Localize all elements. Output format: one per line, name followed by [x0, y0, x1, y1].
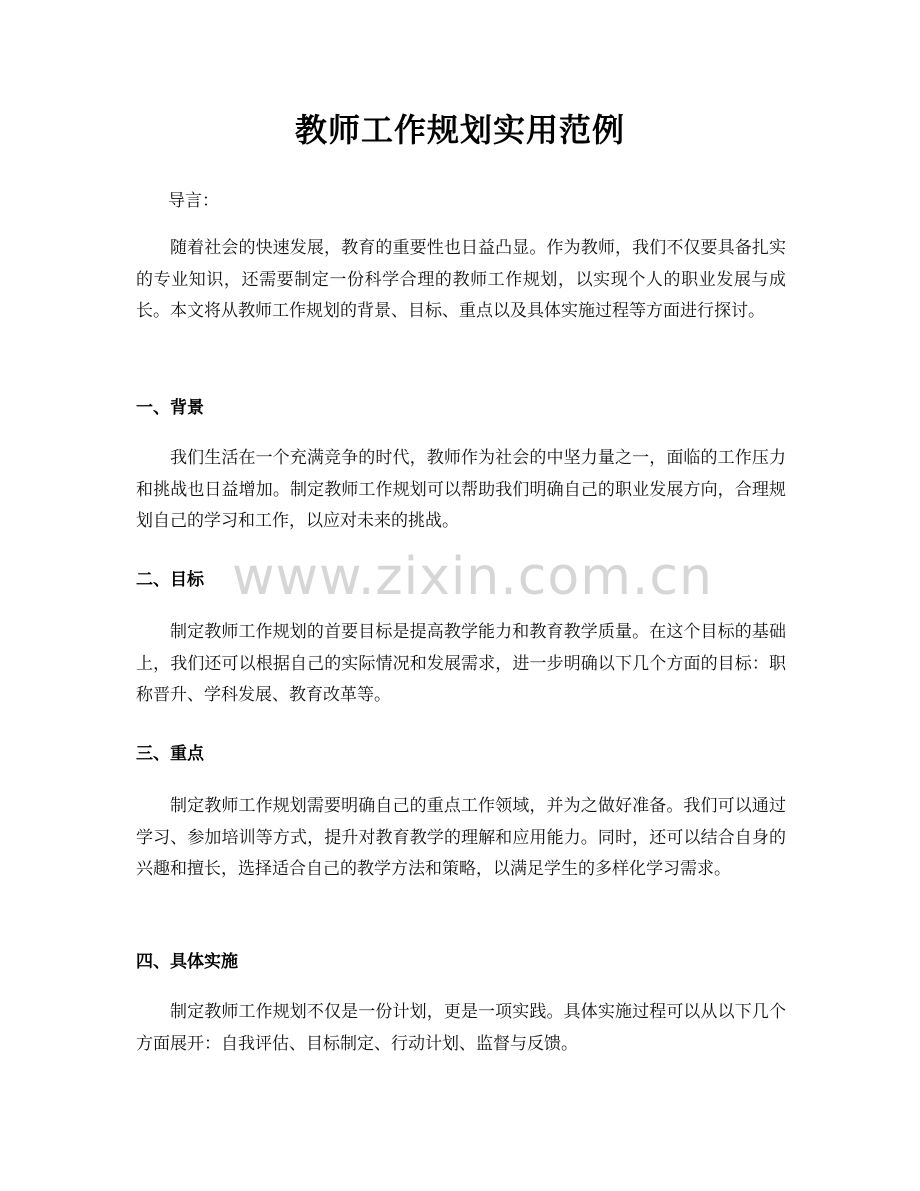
- section-heading-goals: 二、目标: [136, 570, 204, 590]
- section-paragraph-background: 我们生活在一个充满竞争的时代，教师作为社会的中坚力量之一，面临的工作压力和挑战也日益增加。制定教师工作规划可以帮助我们明确自己的职业发展方向，合理规划自己的学习和工作，以应对未来的挑战。: [136, 448, 786, 531]
- section-paragraph-implementation: 制定教师工作规划不仅是一份计划，更是一项实践。具体实施过程可以从以下几个方面展开：自我评估、目标制定、行动计划、监督与反馈。: [136, 1002, 786, 1054]
- section-heading-implementation: 四、具体实施: [136, 952, 238, 972]
- section-heading-background: 一、背景: [136, 398, 204, 418]
- watermark: www.zixin.com.cn: [232, 547, 713, 607]
- section-heading-focus: 三、重点: [136, 744, 204, 764]
- document-title: 教师工作规划实用范例: [294, 111, 625, 149]
- section-paragraph-goals: 制定教师工作规划的首要目标是提高教学能力和教育教学质量。在这个目标的基础上，我们还可以根据自己的实际情况和发展需求，进一步明确以下几个方面的目标：职称晋升、学科发展、教育改革等。: [136, 622, 786, 705]
- intro-paragraph: 随着社会的快速发展，教育的重要性也日益凸显。作为教师，我们不仅要具备扎实的专业知识，还需要制定一份科学合理的教师工作规划，以实现个人的职业发展与成长。本文将从教师工作规划的背景、目标、重点以及具体实施过程等方面进行探讨。: [136, 238, 786, 321]
- intro-label: 导言：: [168, 191, 219, 211]
- section-paragraph-focus: 制定教师工作规划需要明确自己的重点工作领域，并为之做好准备。我们可以通过学习、参加培训等方式，提升对教育教学的理解和应用能力。同时，还可以结合自身的兴趣和擅长，选择适合自己的教学方法和策略，以满足学生的多样化学习需求。: [136, 796, 786, 879]
